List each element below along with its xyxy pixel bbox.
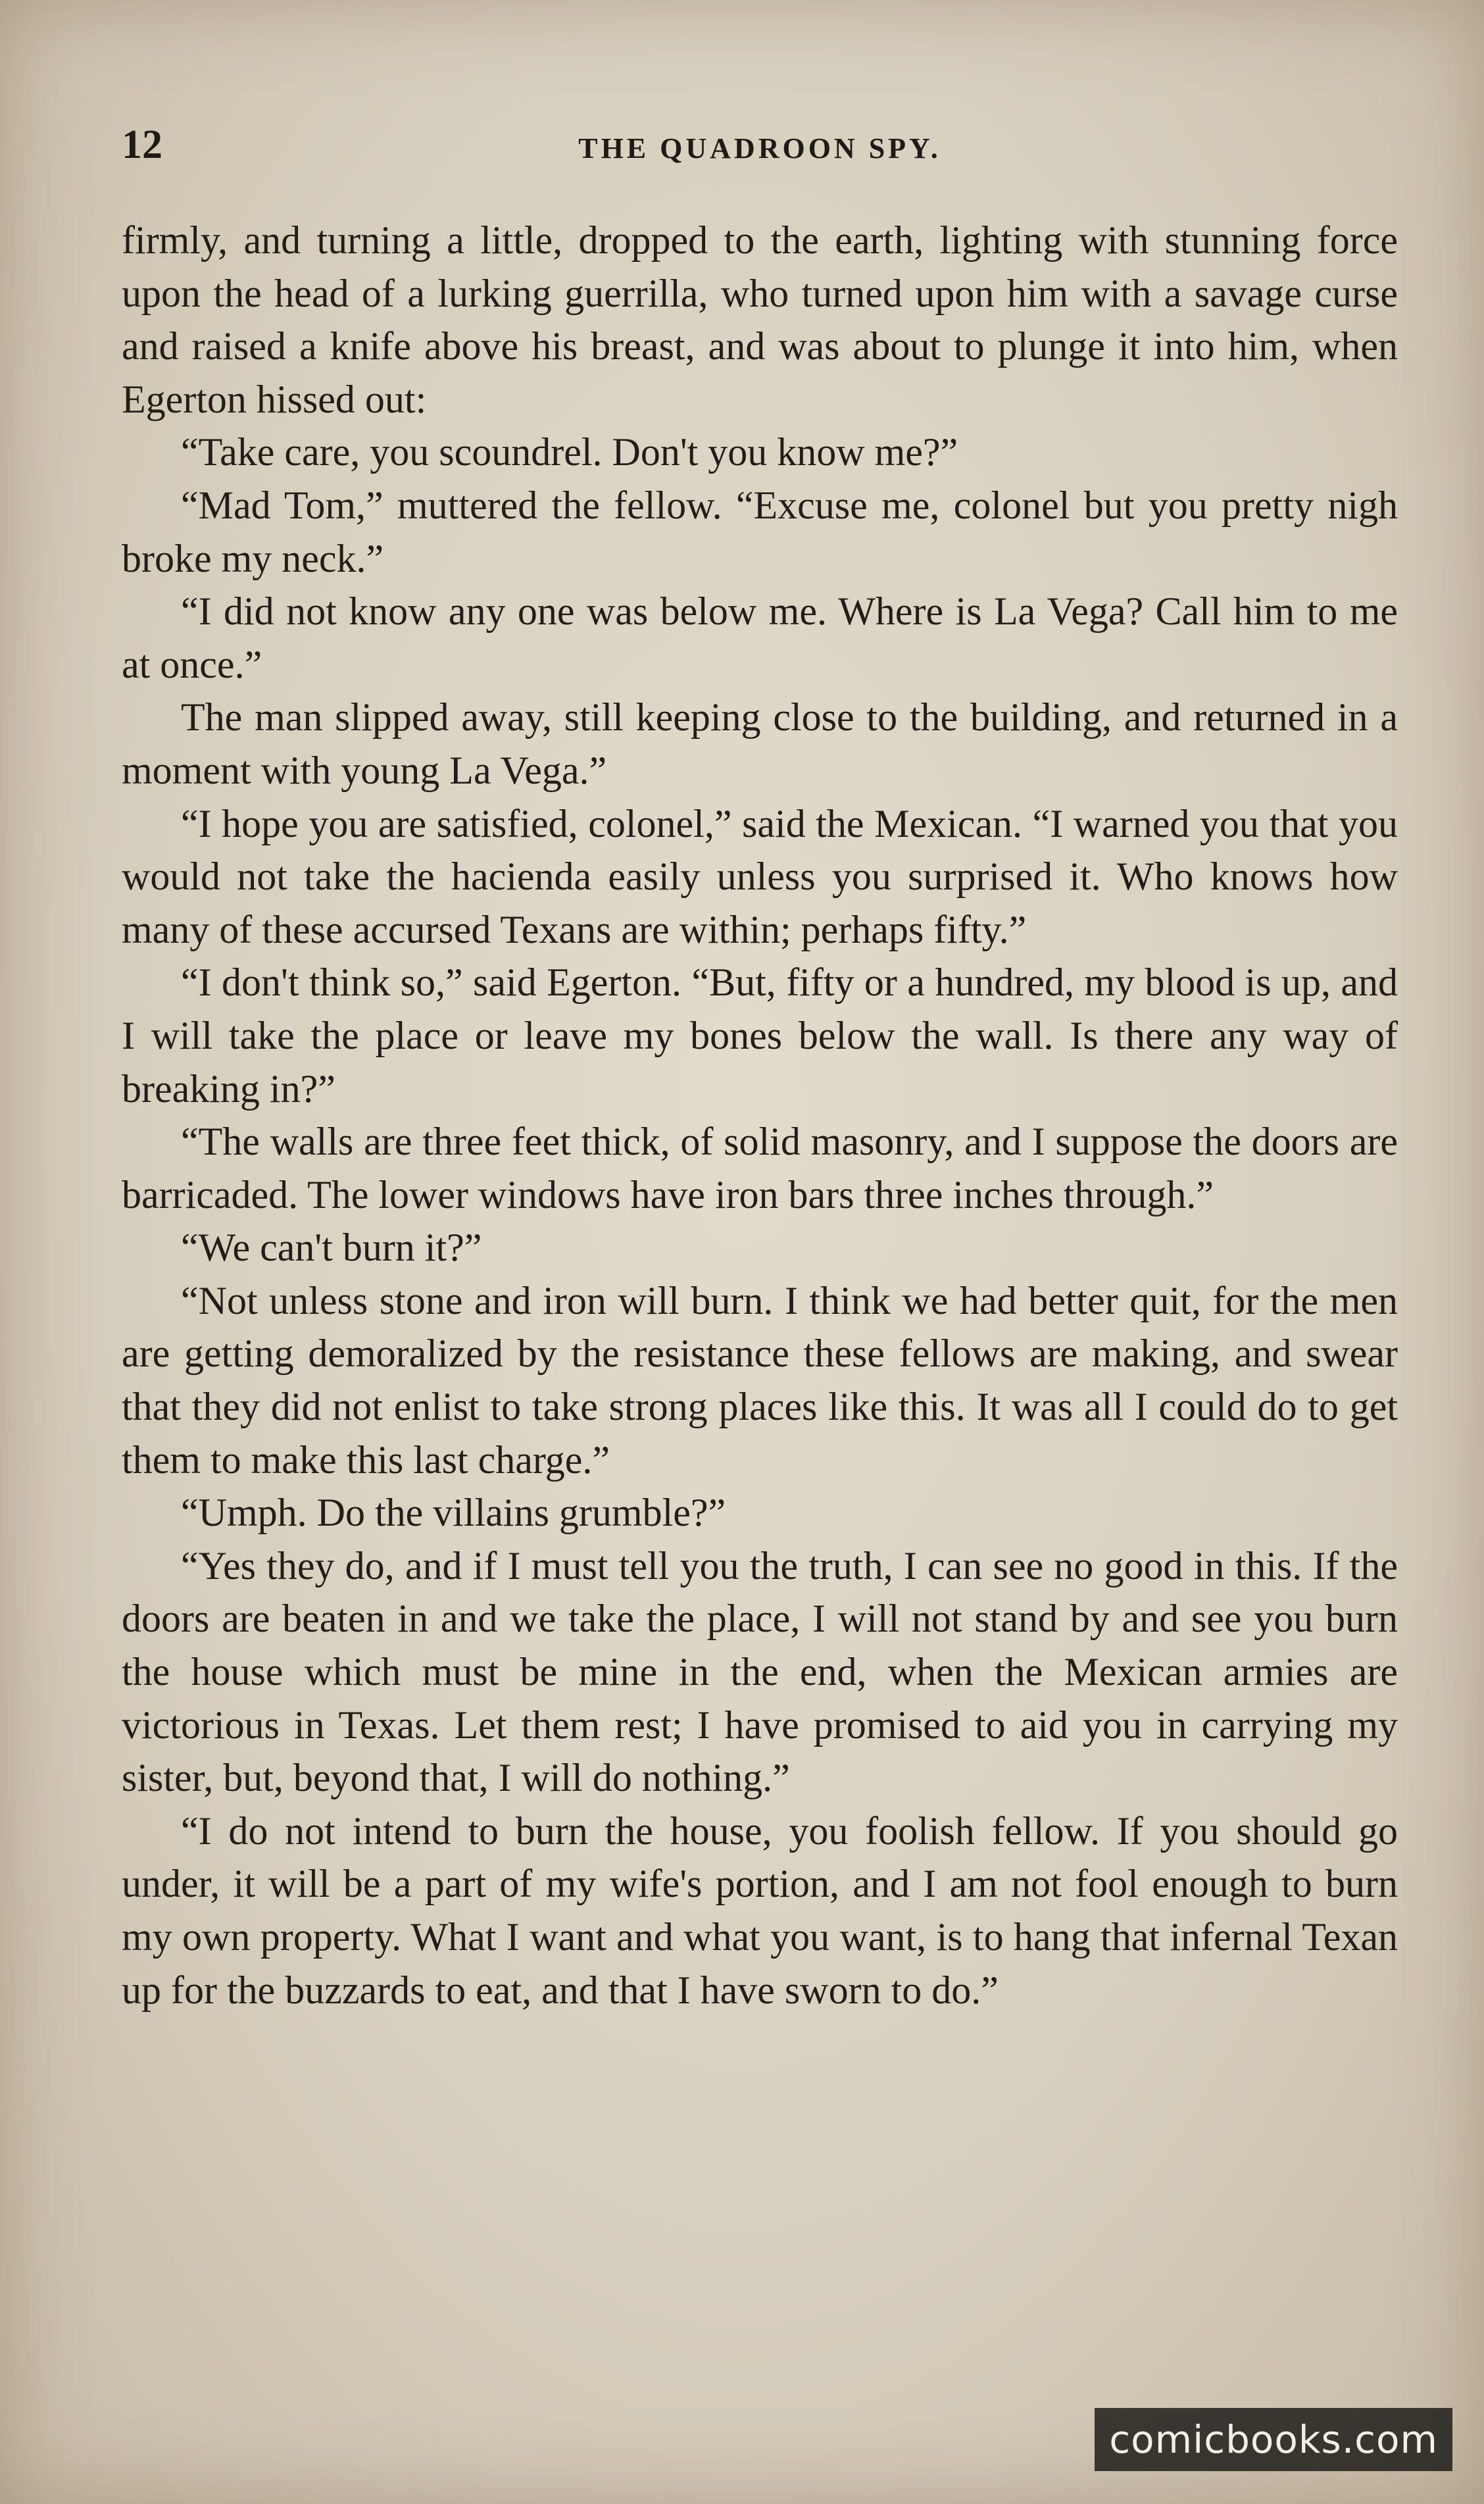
page-number: 12	[122, 122, 162, 167]
paragraph: “I don't think so,” said Egerton. “But, fifty or a hundred, my blood is up, and I will take the place or leave my bones below the wall. Is there any way of breaking in?”	[122, 961, 1398, 1111]
running-head: THE QUADROON SPY.	[578, 132, 941, 164]
paragraph: “I did not know any one was below me. Where is La Vega? Call him to me at once.”	[122, 589, 1398, 686]
paragraph: “Mad Tom,” muttered the fellow. “Excuse me, colonel but you pretty nigh broke my neck.”	[122, 483, 1398, 580]
paragraph: firmly, and turning a little, dropped to the earth, lighting with stunning force upon the head of a lurking guerrilla, who turned upon him with a savage curse and raised a knife above his breast, and was about to plunge it into him, when Egerton hissed out:	[122, 218, 1398, 421]
page-header	[122, 118, 1398, 171]
paragraph: “The walls are three feet thick, of solid masonry, and I suppose the doors are barricaded. The lower windows have iron bars three inches through.”	[122, 1120, 1398, 1216]
paragraph: “I hope you are satisfied, colonel,” said the Mexican. “I warned you that you would not take the hacienda easily unless you surprised it. Who knows how many of these accursed Texans are within; perhaps fifty.”	[122, 801, 1398, 951]
paragraph: “Take care, you scoundrel. Don't you know me?”	[181, 430, 958, 474]
paragraph: “Yes they do, and if I must tell you the truth, I can see no good in this. If the doors are beaten in and we take the place, I will not stand by and see you burn the house which must be mine in the end, when the Mexican armies are victorious in Texas. Let them rest; I have promised to aid you in carrying my sister, but, beyond that, I will do nothing.”	[122, 1543, 1398, 1800]
paragraph: The man slipped away, still keeping close to the building, and returned in a moment with young La Vega.”	[122, 695, 1398, 792]
paragraph: “Umph. Do the villains grumble?”	[181, 1491, 726, 1535]
paragraph: “We can't burn it?”	[181, 1226, 482, 1270]
watermark: comicbooks.com	[1095, 2408, 1452, 2471]
paragraph: “I do not intend to burn the house, you foolish fellow. If you should go under, it will be a part of my wife's portion, and I am not fool enough to burn my own property. What I want and what you want, is to hang that infernal Texan up for the buzzards to eat, and that I have sworn to do.”	[122, 1809, 1398, 2012]
paragraph: “Not unless stone and iron will burn. I think we had better quit, for the men are getting demoralized by the resistance these fellows are making, and swear that they did not enlist to take strong places like this. It was all I could do to get them to make this last charge.”	[122, 1278, 1398, 1482]
body-text	[122, 214, 1398, 2016]
